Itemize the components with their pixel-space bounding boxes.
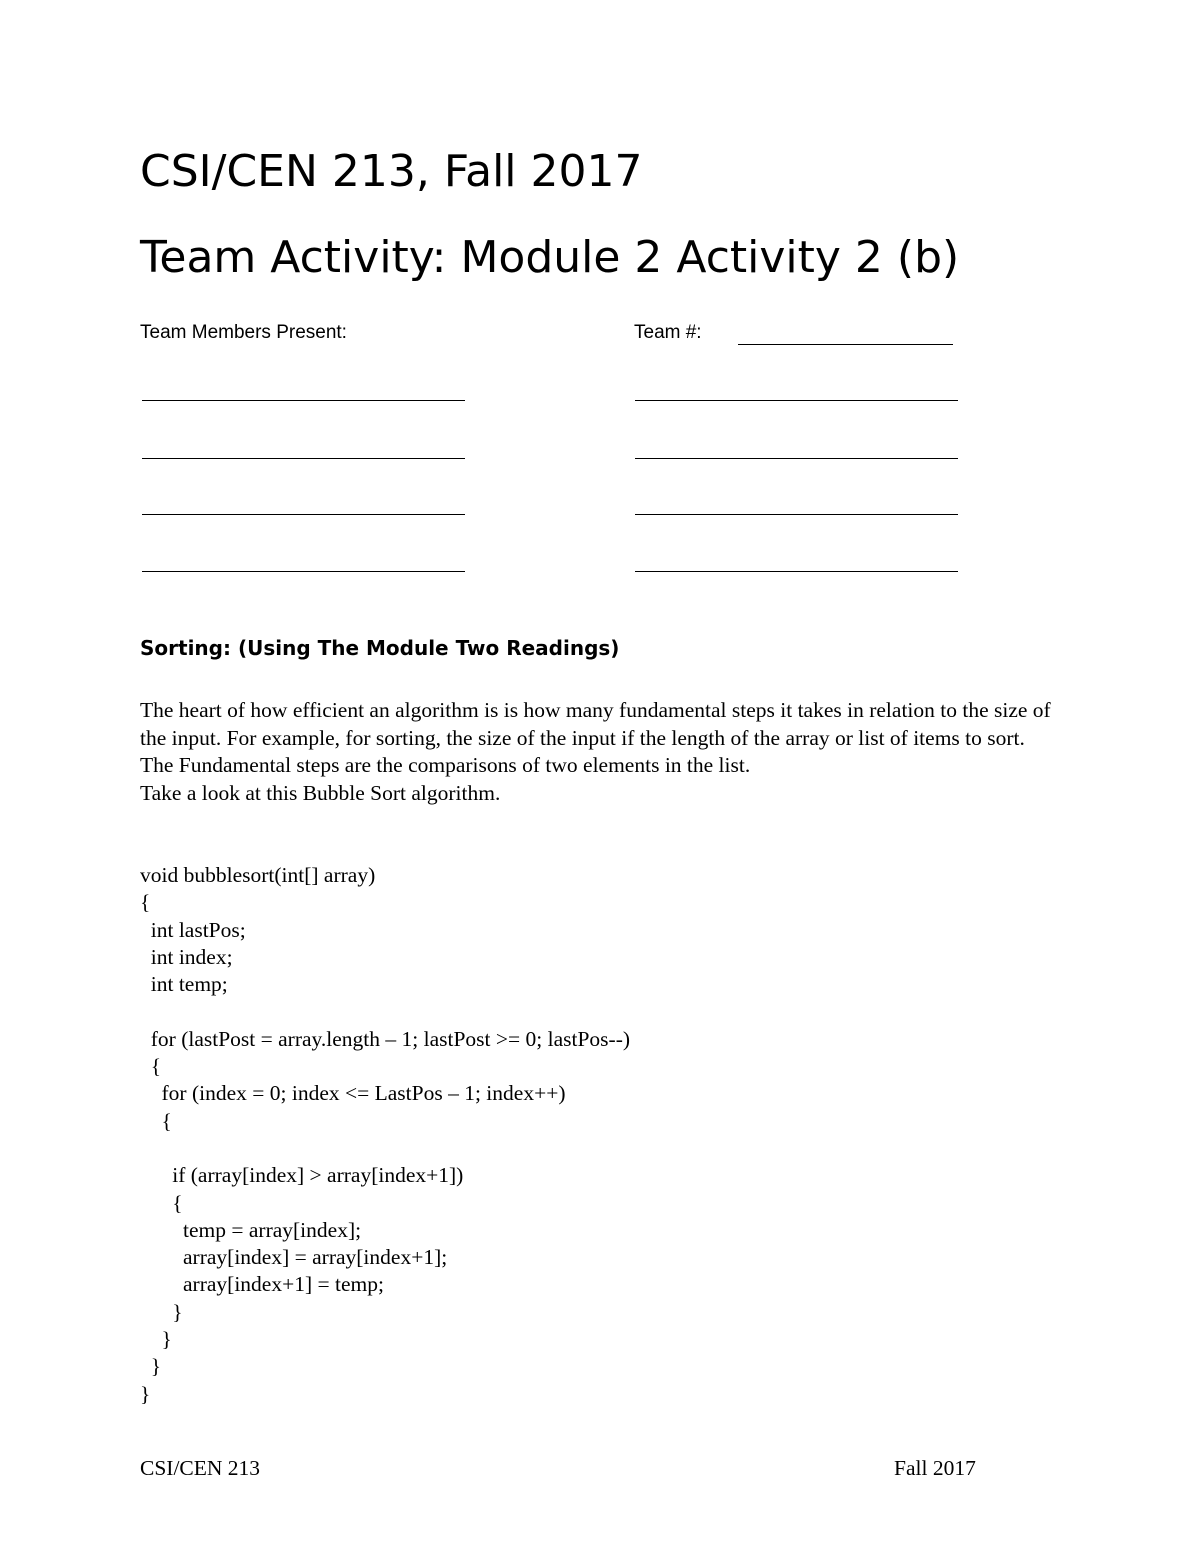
footer-course: CSI/CEN 213	[140, 1456, 261, 1480]
team-members-label: Team Members Present:	[140, 322, 347, 343]
member-line-2[interactable]	[635, 400, 958, 401]
team-number-label: Team #:	[634, 322, 702, 343]
paragraph-text: The heart of how efficient an algorithm is is how many fundamental steps it takes in relation to the size of the input. For example, for sorting, the size of the input if the length of the array or list of items to sort. The Fundamental steps are the comparisons of two elements in the list.	[140, 698, 1051, 777]
member-line-6[interactable]	[635, 514, 958, 515]
intro-paragraph	[140, 697, 1060, 807]
bubble-sort-code: void bubblesort(int[] array) { int lastPos; int index; int temp; for (lastPost = array.length – 1; lastPost >= 0; lastPos--) { for (index = 0; index <= LastPos – 1; index++) { if (array[index] > array[index+1]) { temp = array[index]; array[index] = array[index+1]; array[index+1] = temp; } } } }	[140, 863, 631, 1406]
paragraph-text: Take a look at this Bubble Sort algorithm.	[140, 780, 501, 805]
activity-title: Team Activity: Module 2 Activity 2 (b)	[140, 232, 960, 283]
member-line-1[interactable]	[142, 400, 465, 401]
member-line-8[interactable]	[635, 571, 958, 572]
member-line-7[interactable]	[142, 571, 465, 572]
footer-term: Fall 2017	[894, 1456, 976, 1480]
course-title: CSI/CEN 213, Fall 2017	[140, 146, 643, 197]
member-line-4[interactable]	[635, 458, 958, 459]
member-line-5[interactable]	[142, 514, 465, 515]
member-line-3[interactable]	[142, 458, 465, 459]
team-number-line[interactable]	[738, 344, 953, 345]
section-heading: Sorting: (Using The Module Two Readings)	[140, 636, 620, 660]
